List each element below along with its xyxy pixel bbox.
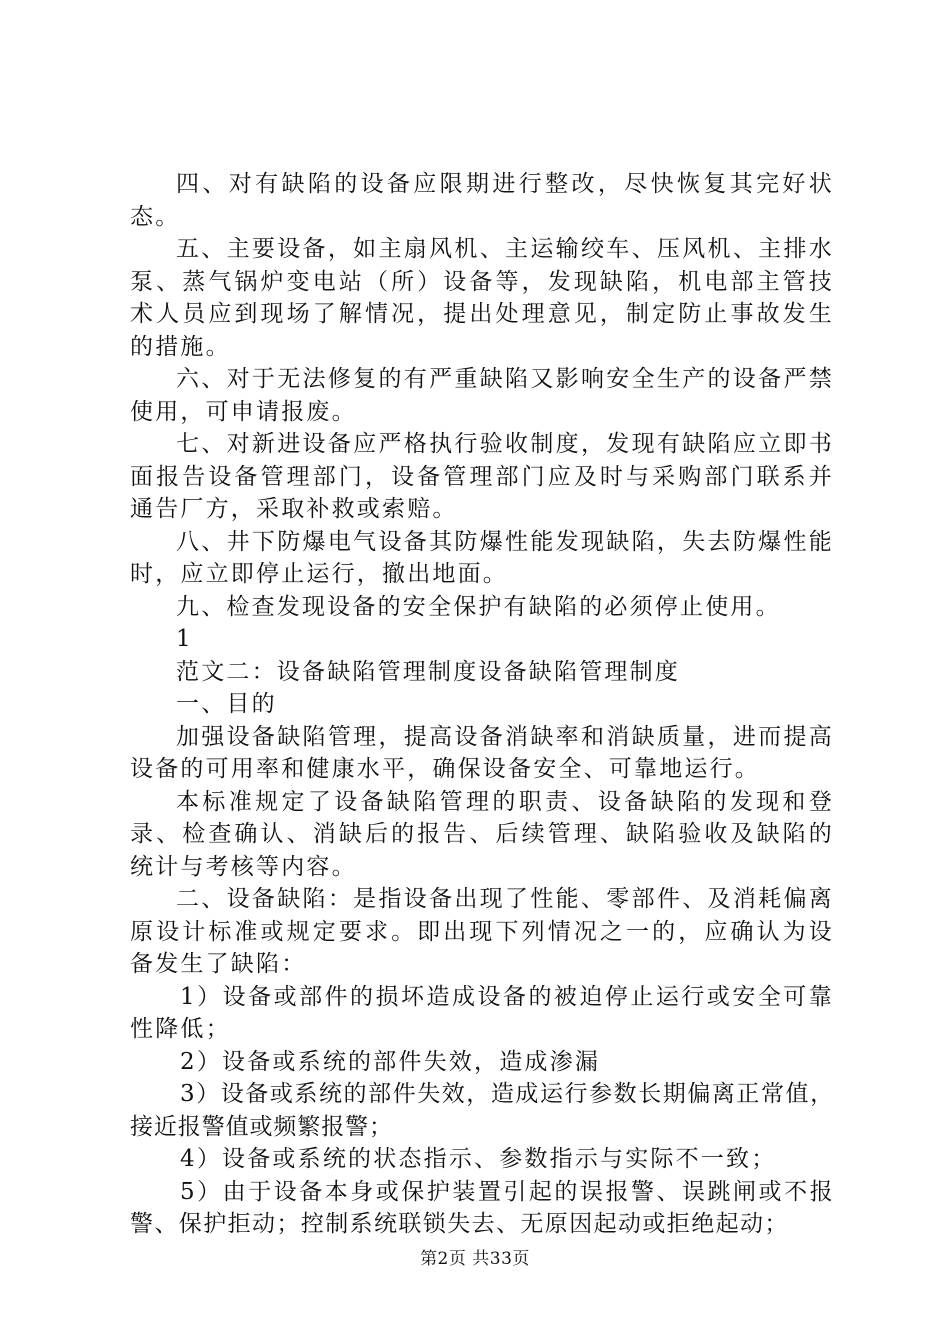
paragraph-5: 五、主要设备，如主扇风机、主运输绞车、压风机、主排水泵、蒸气锅炉变电站（所）设备等，发现缺陷，机电部主管技术人员应到现场了解情况，提出处理意见，制定防止事故发生的措施。 — [130, 236, 834, 360]
paragraph-9: 九、检查发现设备的安全保护有缺陷的必须停止使用。 — [176, 593, 781, 620]
paragraph-4: 四、对有缺陷的设备应限期进行整改，尽快恢复其完好状态。 — [130, 171, 834, 230]
list-item-1: 1）设备或部件的损坏造成设备的被迫停止运行或安全可靠性降低； — [130, 983, 834, 1042]
paragraph-6: 六、对于无法修复的有严重缺陷又影响安全生产的设备严禁使用，可申请报废。 — [130, 366, 834, 425]
list-item-3: 3）设备或系统的部件失效，造成运行参数长期偏离正常值，接近报警值或频繁报警； — [130, 1081, 834, 1140]
list-item-4: 4）设备或系统的状态指示、参数指示与实际不一致； — [180, 1146, 777, 1172]
paragraph-definition: 二、设备缺陷：是指设备出现了性能、零部件、及消耗偏离原设计标准或规定要求。即出现下列情况之一的，应确认为设备发生了缺陷： — [130, 886, 834, 977]
page-footer: 第2页 共33页 — [420, 1249, 530, 1269]
page-marker: 1 — [176, 626, 193, 652]
paragraph-8: 八、井下防爆电气设备其防爆性能发现缺陷，失去防爆性能时，应立即停止运行，撤出地面。 — [130, 528, 834, 587]
section-title: 范文二：设备缺陷管理制度设备缺陷管理制度 — [176, 658, 680, 685]
paragraph-scope: 本标准规定了设备缺陷管理的职责、设备缺陷的发现和登录、检查确认、消缺后的报告、后续管理、缺陷验收及缺陷的统计与考核等内容。 — [130, 788, 834, 880]
list-item-5: 5）由于设备本身或保护装置引起的误报警、误跳闸或不报警、保护拒动；控制系统联锁失去、无原因起动或拒绝起动； — [130, 1178, 834, 1237]
list-item-2: 2）设备或系统的部件失效，造成渗漏 — [180, 1048, 601, 1075]
heading-purpose: 一、目的 — [176, 691, 277, 717]
paragraph-purpose: 加强设备缺陷管理，提高设备消缺率和消缺质量，进而提高设备的可用率和健康水平，确保设备安全、可靠地运行。 — [130, 723, 834, 782]
document-body — [130, 168, 834, 1241]
paragraph-7: 七、对新进设备应严格执行验收制度，发现有缺陷应立即书面报告设备管理部门，设备管理部门应及时与采购部门联系并通告厂方，采取补救或索赔。 — [130, 431, 834, 522]
